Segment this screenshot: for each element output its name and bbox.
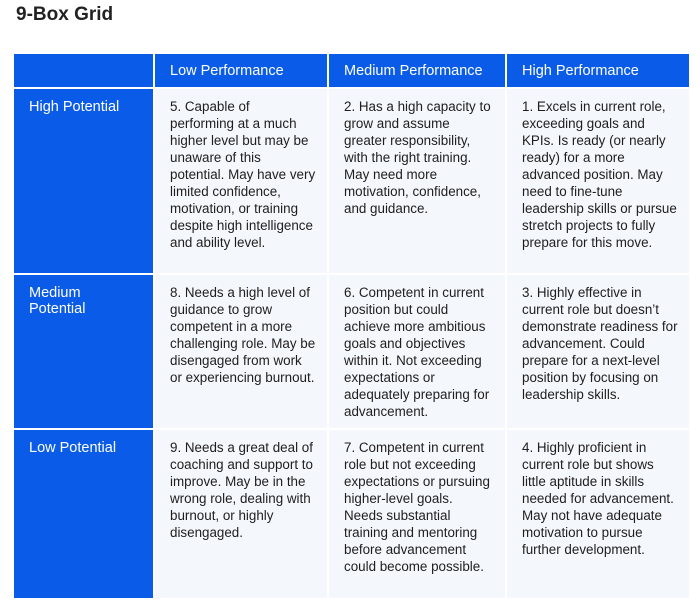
table-row: [13, 429, 690, 599]
grid-cell: 5. Capable of performing at a much higher level but may be unaware of this potential. May have very limited confidence, motivation, or training despite high intelligence and ability level.: [154, 88, 328, 274]
row-header-medium-potential: Medium Potential: [13, 274, 154, 429]
table-row: [13, 88, 690, 274]
page-title: 9-Box Grid: [16, 4, 114, 25]
grid-cell: 4. Highly proficient in current role but shows little aptitude in skills needed for advancement. May not have adequate motivation to pursue further development.: [506, 429, 690, 599]
grid-cell: 7. Competent in current role but not exceeding expectations or pursuing higher-level goals. Needs substantial training and mentoring before advancement could become possible.: [328, 429, 506, 599]
row-header-high-potential: High Potential: [13, 88, 154, 274]
grid-cell: 2. Has a high capacity to grow and assume greater responsibility, with the right training. May need more motivation, confidence, and guidance.: [328, 88, 506, 274]
column-header-medium-performance: Medium Performance: [328, 53, 506, 88]
grid-cell: 8. Needs a high level of guidance to grow competent in a more challenging role. May be disengaged from work or experiencing burnout.: [154, 274, 328, 429]
corner-header: [13, 53, 154, 88]
row-header-low-potential: Low Potential: [13, 429, 154, 599]
header-row: [13, 53, 690, 88]
grid-cell: 6. Competent in current position but could achieve more ambitious goals and objectives within it. Not exceeding expectations or adequately preparing for advancement.: [328, 274, 506, 429]
table-row: [13, 274, 690, 429]
column-header-low-performance: Low Performance: [154, 53, 328, 88]
column-header-high-performance: High Performance: [506, 53, 690, 88]
grid-cell: 9. Needs a great deal of coaching and support to improve. May be in the wrong role, dealing with burnout, or highly disengaged.: [154, 429, 328, 599]
nine-box-grid-table: [12, 52, 691, 600]
grid-cell: 1. Excels in current role, exceeding goals and KPIs. Is ready (or nearly ready) for a more advanced position. May need to fine-tune leadership skills or pursue stretch projects to fully prepare for this move.: [506, 88, 690, 274]
grid-cell: 3. Highly effective in current role but doesn’t demonstrate readiness for advancement. Could prepare for a next-level position by focusing on leadership skills.: [506, 274, 690, 429]
